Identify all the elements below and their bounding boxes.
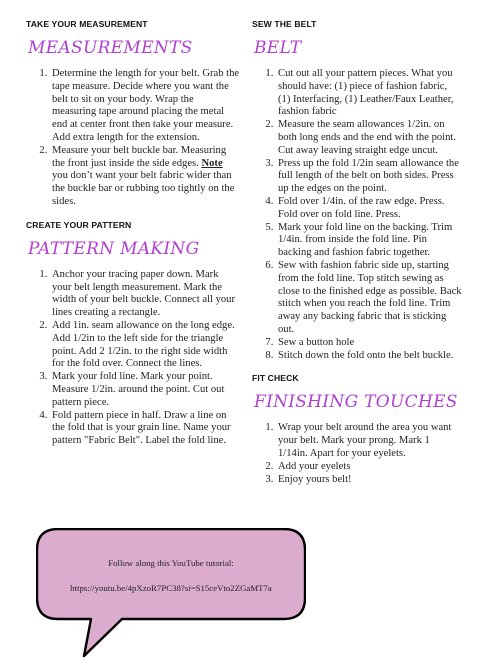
pattern-header: CREATE YOUR PATTERN: [26, 219, 132, 230]
pattern-steps: [26, 269, 240, 448]
fit-steps: [252, 422, 462, 486]
fit-header: FIT CHECK: [252, 373, 299, 384]
measure-step-2: 2. Measure your belt buckle bar. Measuring the front just inside the side edges. Note you don’t want your belt fabric wider than the buckle bar or rubbing too tightly on the sides.: [50, 145, 240, 209]
pattern-making-title: PATTERN MAKING: [28, 238, 200, 259]
tutorial-caption: Follow along this YouTube tutorial:: [108, 558, 234, 568]
note-label: Note: [201, 157, 223, 169]
speech-bubble: [36, 528, 306, 620]
sew-step-6: 6. Sew with fashion fabric side up, starting from the fold line. Top stitch sewing as close to the finished edge as possible. Back stitch when you reach the fold line. Trim away any backing fabric that is sticking out.: [276, 260, 462, 337]
sew-header: SEW THE BELT: [252, 19, 317, 29]
sew-step-1: 1. Cut out all your pattern pieces. What you should have: (1) piece of fashion fabric, (1) Interfacing, (1) Leather/Faux Leather, fashion fabric: [276, 68, 462, 119]
belt-title: BELT: [254, 38, 302, 58]
measurements-title: MEASUREMENTS: [28, 38, 193, 58]
sew-step-8: 8. Stitch down the fold onto the belt buckle.: [276, 350, 462, 363]
tutorial-link[interactable]: https://youtu.be/4pXzoR7PC38?si=S15ceVto2ZGaMT7a: [70, 583, 272, 593]
sew-step-7: 7. Sew a button hole: [276, 337, 462, 350]
fit-step-3: 3. Enjoy yours belt!: [276, 474, 462, 487]
right-column: [252, 18, 462, 486]
fit-step-2: 2. Add your eyelets: [276, 461, 462, 474]
sew-step-4: 4. Fold over 1/4in. of the raw edge. Press. Fold over on fold line. Press.: [276, 196, 462, 222]
pattern-step-3: 3. Mark your fold line. Mark your point. Measure 1/2in. around the point. Cut out pattern piece.: [50, 371, 240, 409]
measure-header: TAKE YOUR MEASUREMENT: [26, 19, 148, 29]
left-column: [26, 18, 240, 448]
pattern-step-2: 2. Add 1in. seam allowance on the long edge. Add 1/2in to the left side for the triangle point. Add 2 1/2in. to the right side width for the fold over. Connect the lines.: [50, 320, 240, 371]
measure-step-1: 1. Determine the length for your belt. Grab the tape measure. Decide where you want the belt to sit on your body. Wrap the measuring tape around placing the metal end at center front then take your measure. Add extra length for the extension.: [50, 68, 240, 145]
sew-step-5: 5. Mark your fold line on the backing. Trim 1/4in. from inside the fold line. Pin backing and fashion fabric together.: [276, 222, 462, 260]
pattern-step-4: 4. Fold pattern piece in half. Draw a line on the fold that is your grain line. Name your pattern "Fabric Belt". Label the fold line.: [50, 410, 240, 448]
finishing-touches-title: FINISHING TOUCHES: [254, 392, 458, 413]
pattern-step-1: 1. Anchor your tracing paper down. Mark your belt length measurement. Mark the width of your belt buckle. Connect all your lines creating a rectangle.: [50, 269, 240, 320]
sew-step-3: 3. Press up the fold 1/2in seam allowance the full length of the belt on both sides. Press up the edges on the point.: [276, 158, 462, 196]
fit-step-1: 1. Wrap your belt around the area you want your belt. Mark your prong. Mark 1 1/14in. Apart for your eyelets.: [276, 422, 462, 460]
sew-step-2: 2. Measure the seam allowances 1/2in. on both long ends and the end with the point. Cut away leaving straight edge uncut.: [276, 119, 462, 157]
measurement-steps: [26, 68, 240, 209]
speech-bubble-shape: [36, 528, 306, 660]
sew-steps: [252, 68, 462, 362]
